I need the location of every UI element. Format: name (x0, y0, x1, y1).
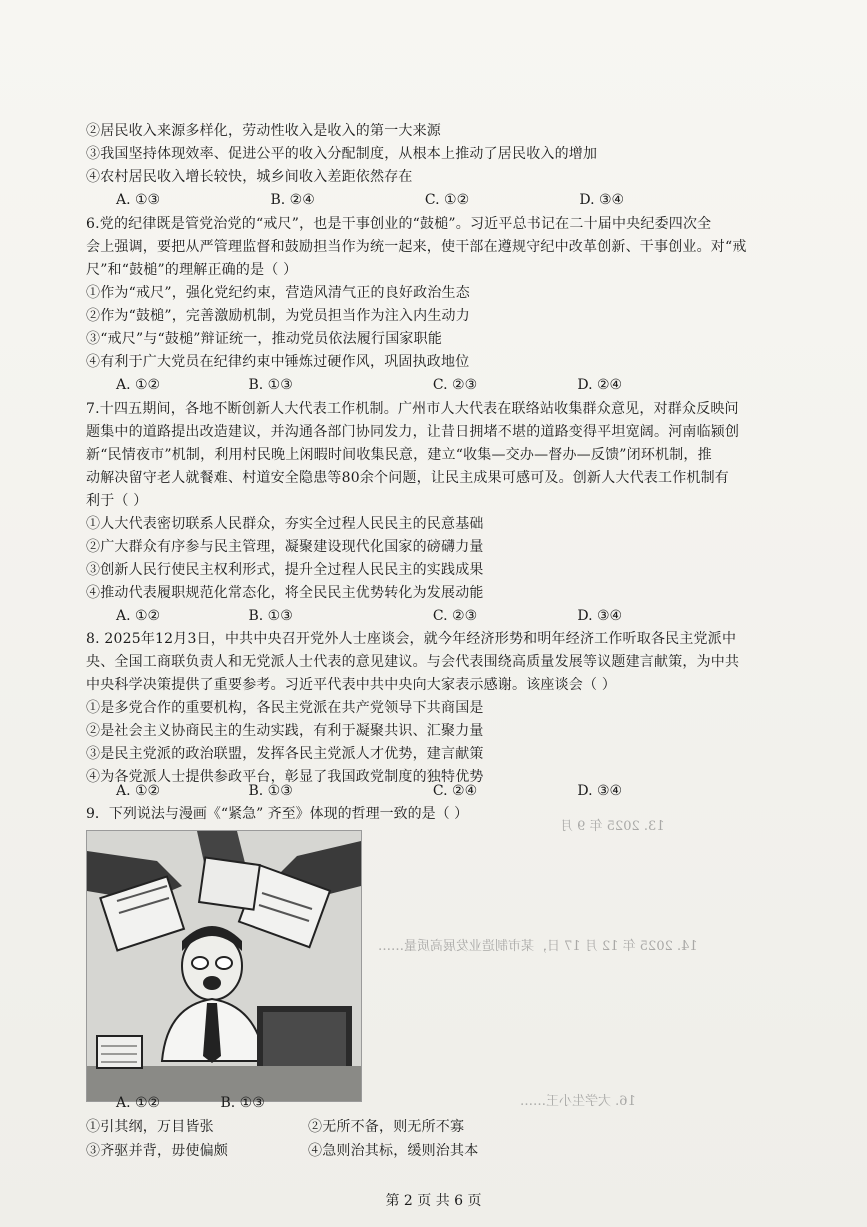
q6-choice-d[interactable]: D. ②④ (577, 377, 623, 393)
q8-stem-line-2: 央、全国工商联负责人和无党派人士代表的意见建议。与会代表围绕高质量发展等议题建言献策，为中共 (86, 654, 740, 670)
q7-stem-line-2: 题集中的道路提出改造建议，并沟通各部门协同发力，让昔日拥堵不堪的道路变得平坦宽阔。河南临颍创 (86, 424, 740, 440)
q7-option-3: ③创新人民行使民主权利形式，提升全过程人民民主的实践成果 (86, 562, 484, 578)
q7-stem-line-5: 利于（ ） (86, 493, 148, 509)
q7-choice-c[interactable]: C. ②③ (432, 608, 478, 624)
q7-stem-line-3: 新“民情夜市”机制，利用村民晚上闲暇时间收集民意，建立“收集—交办—督办—反馈”闭环机制，推 (86, 447, 712, 463)
q9-option-3: ③齐驱并背，毋使偏颇 (86, 1143, 228, 1159)
q9-option-4: ④急则治其标，缓则治其本 (308, 1143, 479, 1159)
q6-choice-c[interactable]: C. ②③ (432, 377, 478, 393)
q9-stem: 9．下列说法与漫画《“紧急” 齐至》体现的哲理一致的是（ ） (86, 806, 469, 822)
q6-stem-line-3: 尺”和“鼓槌”的理解正确的是（ ） (86, 262, 298, 278)
q6-option-2: ②作为“鼓槌”，完善激励机制，为党员担当作为注入内生动力 (86, 308, 470, 324)
q5-choice-c[interactable]: C. ①② (424, 192, 470, 208)
bleed-through-text-2: 14. 2025 年 12 月 17 日，某市制造业发展高质量…… (378, 939, 698, 954)
q7-option-2: ②广大群众有序参与民主管理，凝聚建设现代化国家的磅礴力量 (86, 539, 484, 555)
q6-choices (116, 374, 622, 396)
q7-choice-d[interactable]: D. ③④ (577, 608, 623, 624)
q7-stem-line-1: 7.十四五期间，各地不断创新人大代表工作机制。广州市人大代表在联络站收集群众意见，对群众反映问 (86, 401, 739, 417)
q8-option-3: ③是民主党派的政治联盟，发挥各民主党派人才优势，建言献策 (86, 746, 484, 762)
q9-option-1: ①引其纲，万目皆张 (86, 1119, 214, 1135)
page-footer: 第 2 页 共 6 页 (385, 1193, 482, 1209)
q8-option-1: ①是多党合作的重要机构，各民主党派在共产党领导下共商国是 (86, 700, 484, 716)
q5-choice-b[interactable]: B. ②④ (270, 192, 315, 208)
q7-option-1: ①人大代表密切联系人民群众，夯实全过程人民民主的民意基础 (86, 516, 484, 532)
q7-choice-b[interactable]: B. ①③ (248, 608, 293, 624)
q7-option-4: ④推动代表履职规范化常态化，将全民民主优势转化为发展动能 (86, 585, 484, 601)
q9-choice-b[interactable]: B. ①③ (220, 1095, 265, 1111)
q5-option-4: ④农村居民收入增长较快，城乡间收入差距依然存在 (86, 169, 413, 185)
q6-stem-line-2: 会上强调，要把从严管理监督和鼓励担当作为统一起来，使干部在遵规守纪中改革创新、干事创业。对“戒 (86, 239, 747, 255)
q6-stem-line-1: 6.党的纪律既是管党治党的“戒尺”，也是干事创业的“鼓槌”。习近平总书记在二十届中央纪委四次全 (86, 216, 712, 232)
q9-option-2: ②无所不备，则无所不寡 (308, 1119, 465, 1135)
bleed-through-text-1: 13. 2025 年 9 月 (560, 819, 665, 834)
q9-choice-a[interactable]: A. ①② (116, 1095, 161, 1111)
q6-choice-b[interactable]: B. ①③ (248, 377, 293, 393)
cartoon-illustration (86, 830, 362, 1102)
q6-option-4: ④有利于广大党员在纪律约束中锤炼过硬作风，巩固执政地位 (86, 354, 470, 370)
q6-choice-a[interactable]: A. ①② (116, 377, 161, 393)
q8-stem-line-1: 8. 2025年12月3日，中共中央召开党外人士座谈会，就今年经济形势和明年经济工作听取各民主党派中 (86, 631, 737, 647)
q6-option-3: ③“戒尺”与“鼓槌”辩证统一，推动党员依法履行国家职能 (86, 331, 443, 347)
q7-choices (116, 605, 622, 627)
q8-choice-a[interactable]: A. ①② (116, 783, 161, 799)
q8-choices (116, 780, 622, 802)
q9-choices (116, 1092, 265, 1114)
bleed-through-text-3: 16. 大学生小王…… (520, 1094, 636, 1109)
q5-option-3: ③我国坚持体现效率、促进公平的收入分配制度，从根本上推动了居民收入的增加 (86, 146, 598, 162)
q8-option-2: ②是社会主义协商民主的生动实践，有利于凝聚共识、汇聚力量 (86, 723, 484, 739)
q8-option-4: ④为各党派人士提供参政平台，彰显了我国政党制度的独特优势 (86, 769, 484, 785)
q8-choice-c[interactable]: C. ②④ (432, 783, 478, 799)
q8-stem-line-3: 中央科学决策提供了重要参考。习近平代表中共中央向大家表示感谢。该座谈会（ ） (86, 677, 617, 693)
q7-choice-a[interactable]: A. ①② (116, 608, 161, 624)
q5-option-2: ②居民收入来源多样化，劳动性收入是收入的第一大来源 (86, 123, 441, 139)
q5-choices (116, 189, 624, 211)
q5-choice-d[interactable]: D. ③④ (579, 192, 625, 208)
q6-option-1: ①作为“戒尺”，强化党纪约束，营造风清气正的良好政治生态 (86, 285, 470, 301)
q8-choice-b[interactable]: B. ①③ (248, 783, 293, 799)
cartoon-drawing (87, 831, 361, 1101)
q7-stem-line-4: 动解决留守老人就餐难、村道安全隐患等80余个问题，让民主成果可感可及。创新人大代表工作机制有 (86, 470, 730, 486)
q8-choice-d[interactable]: D. ③④ (577, 783, 623, 799)
q5-choice-a[interactable]: A. ①③ (116, 192, 161, 208)
